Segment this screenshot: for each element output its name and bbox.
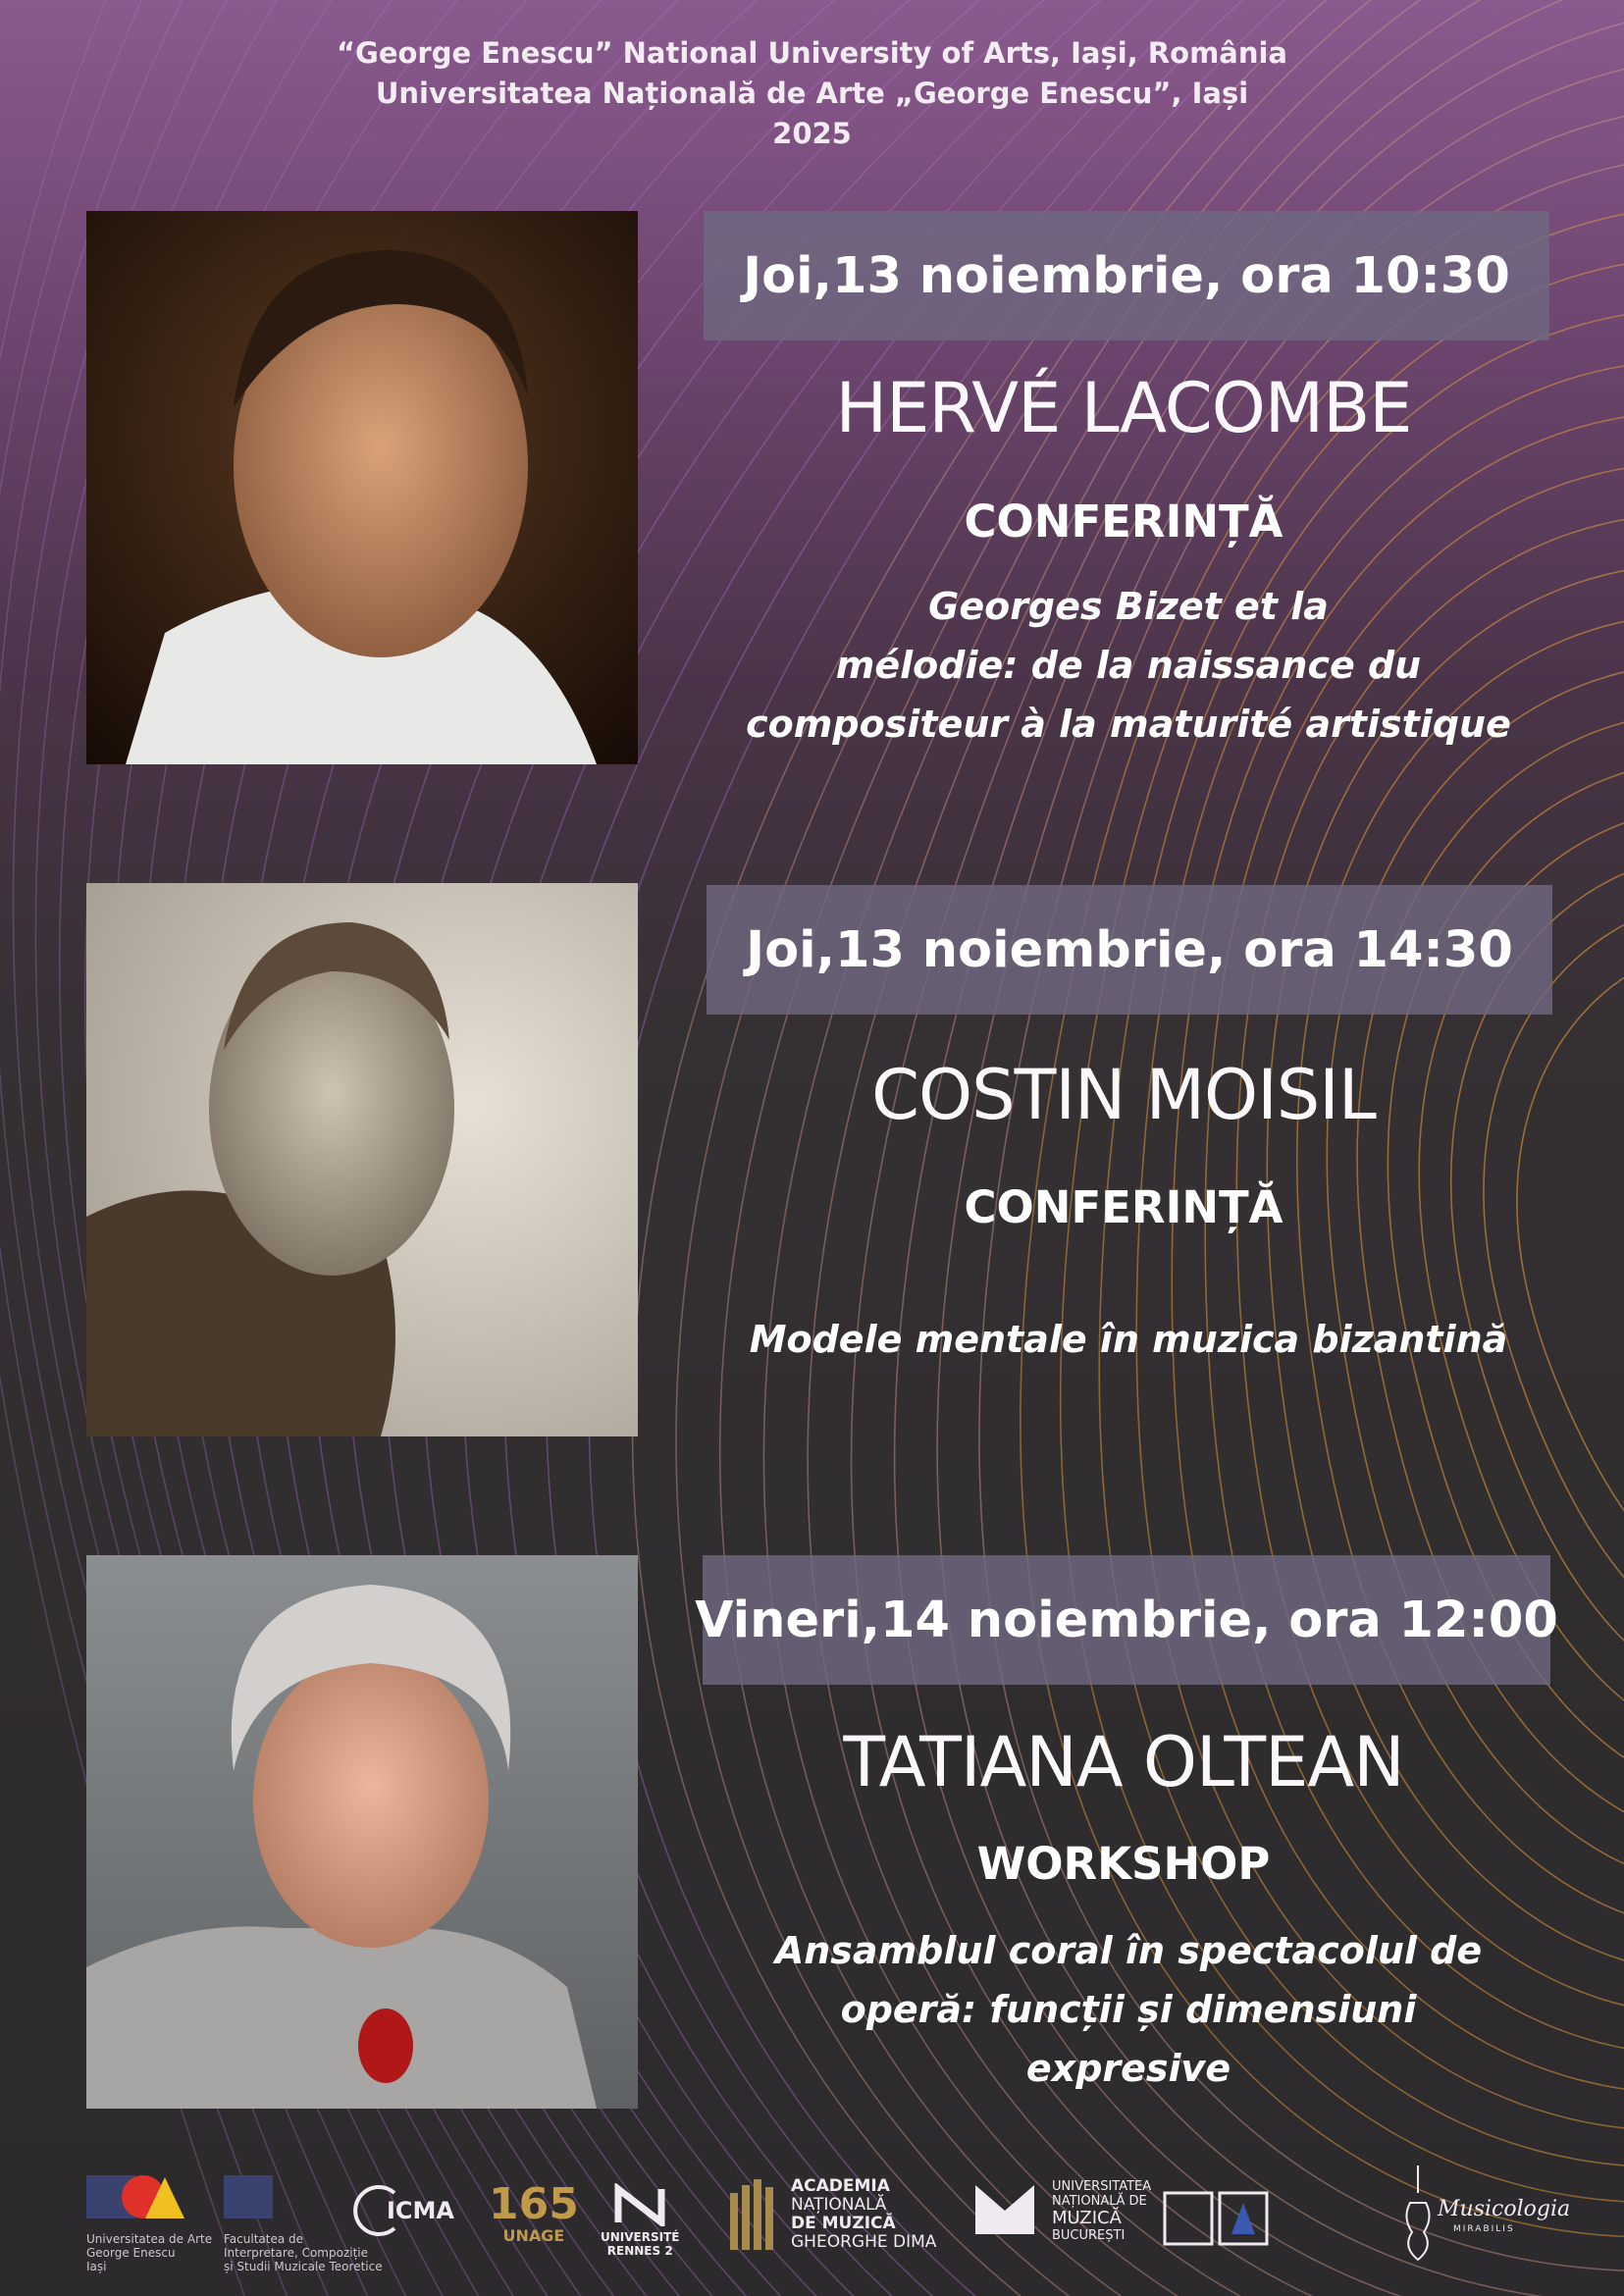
speaker-name: COSTIN MOISIL [871, 1055, 1376, 1135]
event-title-line: mélodie: de la naissance du [835, 644, 1422, 687]
event-title-line: Ansamblul coral în spectacolul de [774, 1929, 1483, 1972]
wave-line [1517, 933, 1624, 1620]
crest-logos [1163, 2191, 1271, 2250]
musicologia-logo: Musicologia MIRABILIS [1398, 2164, 1438, 2266]
event-title [707, 577, 1550, 754]
header-line-english: “George Enescu” National University of Arts, Iași, România [336, 36, 1288, 70]
event-title-line: compositeur à la maturité artistique [746, 703, 1511, 746]
speaker-photo-herve-lacombe [86, 211, 638, 764]
crest-icon [1163, 2191, 1271, 2246]
partner-logos-strip [0, 2154, 1624, 2281]
wave-line [1327, 662, 1624, 1892]
speaker-name: HERVÉ LACOMBE [835, 368, 1412, 448]
event-type: WORKSHOP [976, 1838, 1271, 1890]
event-title [707, 1921, 1550, 2098]
event-date-box: Joi,13 noiembrie, ora 10:30 [704, 211, 1549, 340]
violin-icon [1398, 2164, 1438, 2262]
event-type: CONFERINȚĂ [964, 496, 1283, 548]
unage-logo-icon [86, 2173, 184, 2222]
rennes2-logo: UNIVERSITÉ RENNES 2 [601, 2183, 679, 2258]
speaker-name: TATIANA OLTEAN [843, 1722, 1404, 1802]
unmb-logo: UNIVERSITATEA NAȚIONALĂ DE MUZICĂ BUCUREȘTI [973, 2181, 1036, 2240]
icma-logo: ICMA [351, 2183, 400, 2242]
amgd-logo: ACADEMIA NAȚIONALĂ DE MUZICĂ GHEORGHE DIMA [728, 2177, 779, 2256]
event-date-box: Joi,13 noiembrie, ora 14:30 [707, 885, 1552, 1015]
event-title-line: expresive [1025, 2047, 1231, 2090]
event-type: CONFERINȚĂ [964, 1181, 1283, 1233]
organ-pipes-icon [728, 2177, 779, 2252]
unmb-m-icon [973, 2181, 1036, 2236]
event-date-box: Vineri,14 noiembrie, ora 12:00 [703, 1555, 1550, 1685]
event-title-line: Georges Bizet et la [928, 585, 1329, 628]
faculty-logo-icon [224, 2173, 273, 2222]
faculty-logo: Facultatea de Interpretare, Compoziție și Studii Muzicale Teoretice [224, 2173, 383, 2273]
rennes2-n-icon [612, 2183, 667, 2226]
unage-165-logo: 165 UNAGE [489, 2179, 579, 2245]
event-title-line: Modele mentale în muzica bizantină [749, 1318, 1508, 1361]
header-year: 2025 [772, 117, 852, 150]
header-line-romanian: Universitatea Națională de Arte „George Enescu”, Iași [375, 77, 1249, 110]
speaker-photo-costin-moisil [86, 883, 638, 1436]
university-header [0, 33, 1624, 154]
event-title-line: operă: funcții și dimensiuni [840, 1988, 1417, 2031]
speaker-photo-tatiana-oltean [86, 1555, 638, 2109]
event-title [707, 1310, 1550, 1369]
unage-logo: Universitatea de Arte George Enescu Iași [86, 2173, 212, 2273]
